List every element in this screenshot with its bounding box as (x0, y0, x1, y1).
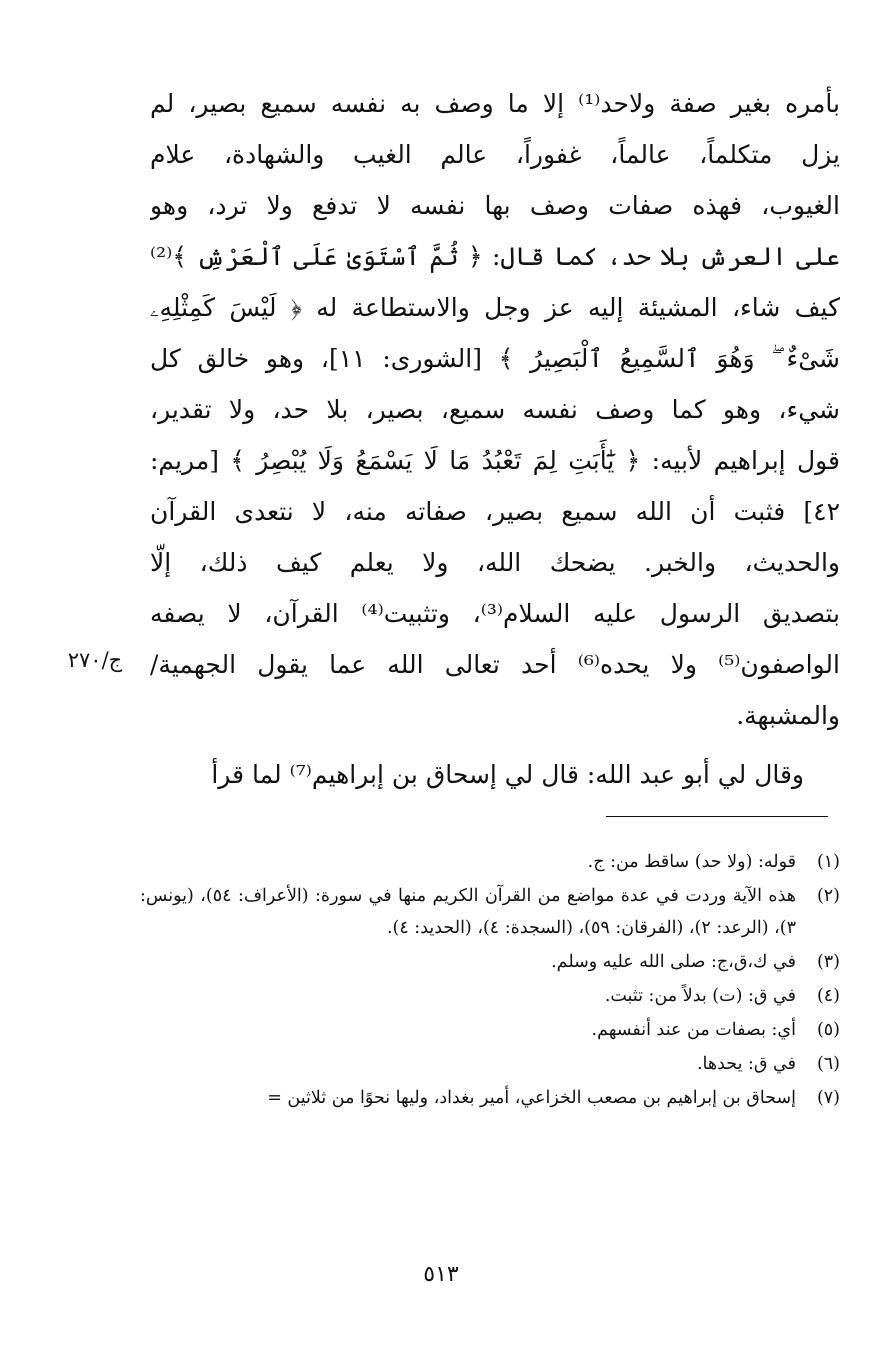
footnote-text: إسحاق بن إبراهيم بن مصعب الخزاعي، أمير بغداد، وليها نحوًا من ثلاثين = (267, 1088, 796, 1108)
footnote-number: (٢) (816, 886, 840, 906)
manuscript-folio-note: ج/٢٧٠ (67, 648, 123, 672)
text-line: بأمره بغير صفة ولاحد⁽¹⁾ إلا ما وصف به نفسه سميع بصير، لم (150, 89, 840, 118)
footnote-number: (١) (816, 852, 840, 872)
text-line: كيف شاء، المشيئة إليه عز وجل والاستطاعة له ﴿ لَيْسَ كَمِثْلِهِۦ (150, 293, 840, 322)
paragraph-2-line: وقال لي أبو عبد الله: قال لي إسحاق بن إبراهيم⁽⁷⁾ لما قرأ (211, 760, 804, 789)
text-line: شَىْءٌ ۖ وَهُوَ ٱلسَّمِيعُ ٱلْبَصِيرُ ﴾ [الشورى: ١١]، وهو خالق كل (150, 344, 840, 373)
text-line: والحديث، والخبر. يضحك الله، ولا يعلم كيف ذلك، إلّا (150, 548, 840, 577)
footnote-text: في ق: (ت) بدلاً من: تثبت. (604, 986, 796, 1006)
footnote-text: قوله: (ولا حد) ساقط من: ج. (587, 852, 796, 872)
footnote-item (140, 946, 840, 978)
footnote-item (140, 980, 840, 1012)
footnote-number: (٣) (816, 952, 840, 972)
footnote-number: (٧) (816, 1088, 840, 1108)
footnote-text: في ق: يحدها. (696, 1054, 796, 1074)
text-line: شيء، وهو كما وصف نفسه سميع، بصير، بلا حد، ولا تقدير، (150, 395, 840, 424)
text-line: ٤٢] فثبت أن الله سميع بصير، صفاته منه، لا نتعدى القرآن (150, 497, 840, 526)
footnote-number: (٦) (816, 1054, 840, 1074)
footnote-text: أي: بصفات من عند أنفسهم. (591, 1020, 796, 1040)
footnote-number: (٤) (816, 986, 840, 1006)
footnote-text: هذه الآية وردت في عدة مواضع من القرآن الكريم منها في سورة: (الأعراف: ٥٤)، (يونس: ٣)، (الرعد: ٢)، (الفرقان: ٥٩)، (السجدة: ٤)، (الحديد: ٤). (140, 886, 796, 938)
footnote-separator (606, 816, 828, 817)
text-line: والمشبهة. (736, 701, 840, 730)
footnote-item (140, 1014, 840, 1046)
text-line: الواصفون⁽⁵⁾ ولا يحده⁽⁶⁾ أحد تعالى الله عما يقول الجهمية/ (150, 650, 840, 679)
text-line: بتصديق الرسول عليه السلام⁽³⁾، وتثبيت⁽⁴⁾ القرآن، لا يصفه (150, 599, 840, 628)
footnote-item (140, 880, 840, 944)
footnotes (140, 846, 840, 1116)
footnote-text: في ك،ق،ج: صلى الله عليه وسلم. (551, 952, 796, 972)
footnote-item (140, 846, 840, 878)
text-line: قول إبراهيم لأبيه: ﴿ يَٰٓأَبَتِ لِمَ تَعْبُدُ مَا لَا يَسْمَعُ وَلَا يُبْصِرُ ﴾ [مريم: (150, 446, 840, 475)
footnote-item (140, 1082, 840, 1114)
text-line: يزل متكلماً، عالماً، غفوراً، عالم الغيب والشهادة، علام (150, 140, 840, 169)
footnote-item (140, 1048, 840, 1080)
page-number: ٥١٣ (423, 1262, 459, 1287)
text-line: الغيوب، فهذه صفات وصف بها نفسه لا تدفع ولا ترد، وهو (150, 191, 840, 220)
footnote-number: (٥) (816, 1020, 840, 1040)
main-text (150, 78, 840, 800)
text-line: على العرش بلا حد، كما قال: ﴿ ثُمَّ ٱسْتَوَىٰ عَلَى ٱلْعَرْشِ ﴾⁽²⁾ (150, 242, 840, 271)
